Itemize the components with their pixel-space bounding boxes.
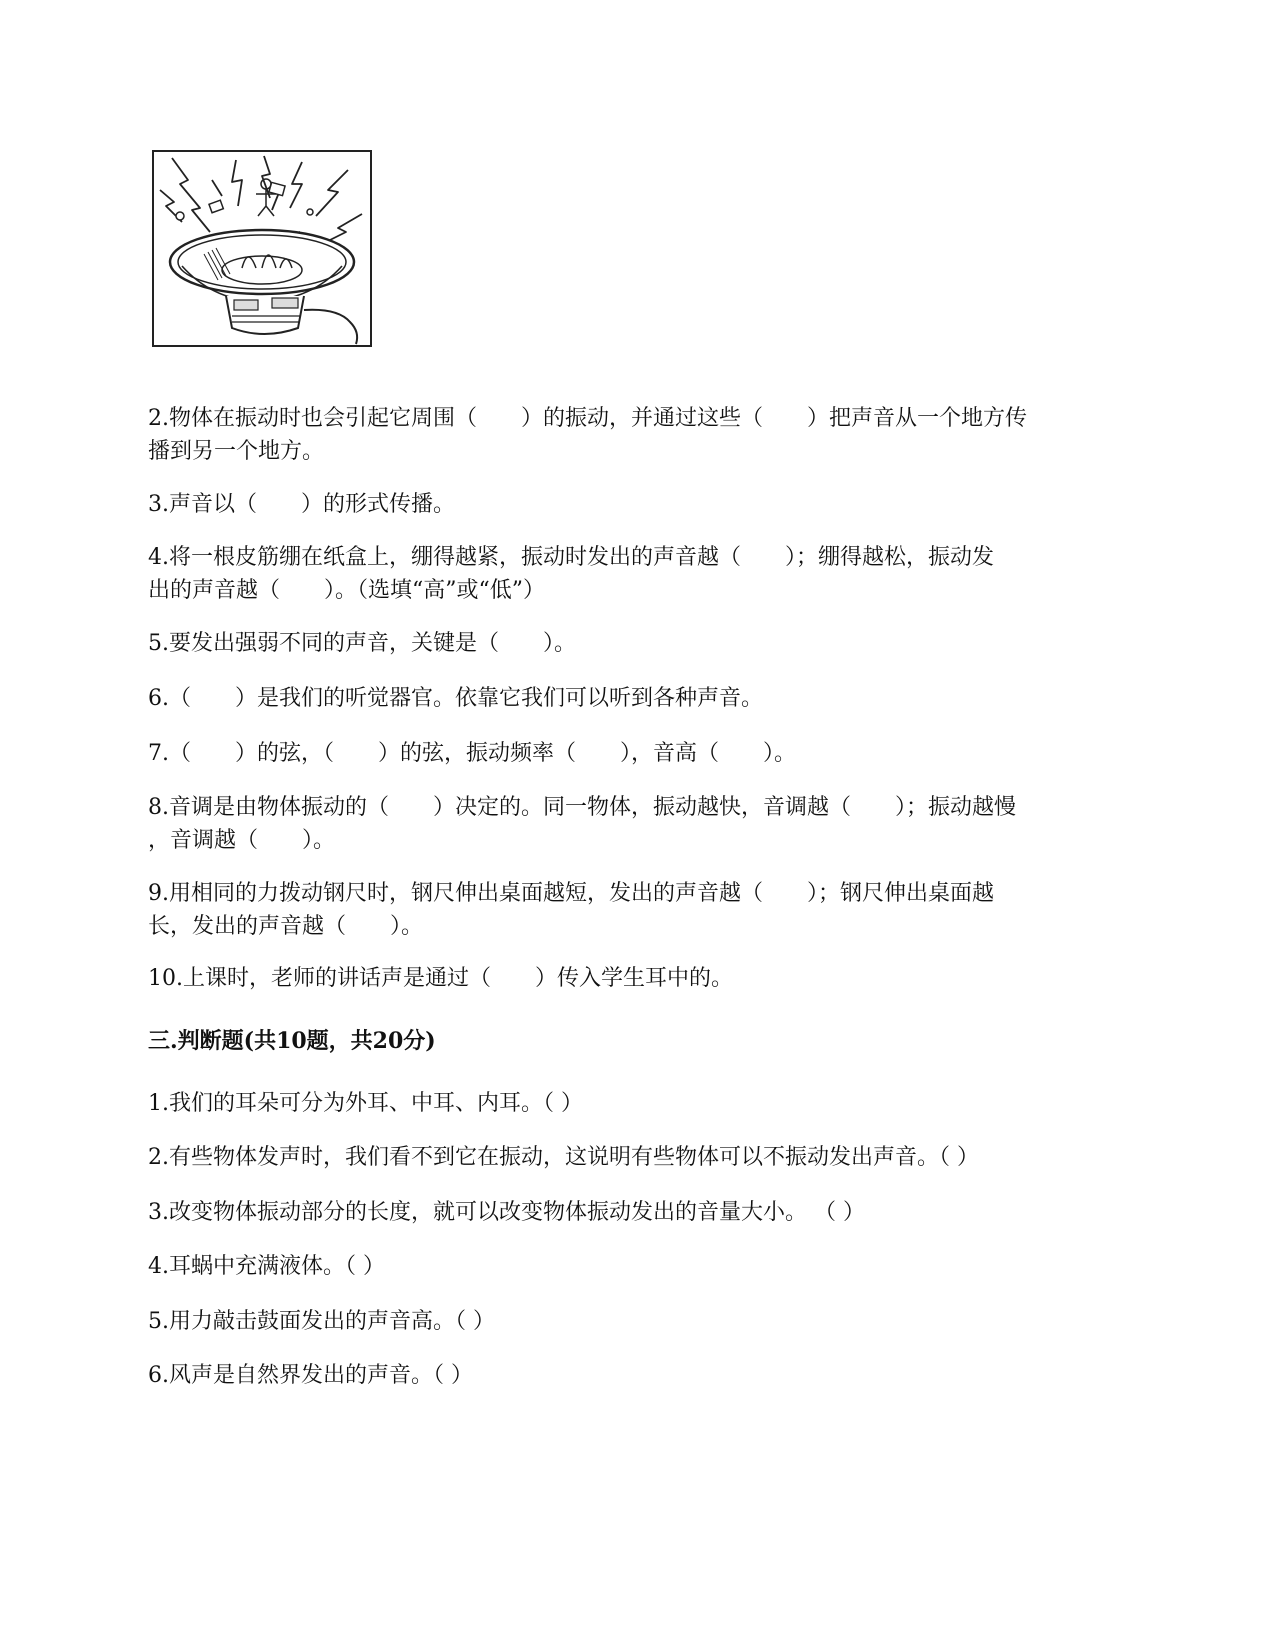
question-line: ，音调越（ ）。 bbox=[148, 828, 336, 853]
question-line: 9.用相同的力拨动钢尺时，钢尺伸出桌面越短，发出的声音越（ ）；钢尺伸出桌面越 bbox=[148, 881, 994, 906]
question-line: 6.（ ）是我们的听觉器官。依靠它我们可以听到各种声音。 bbox=[148, 686, 763, 711]
question-line: 2.物体在振动时也会引起它周围（ ）的振动，并通过这些（ ）把声音从一个地方传 bbox=[148, 406, 1027, 431]
tf-question-1: 1.我们的耳朵可分为外耳、中耳、内耳。（ ） bbox=[148, 1091, 583, 1116]
question-line: 7.（ ）的弦，（ ）的弦，振动频率（ ），音高（ ）。 bbox=[148, 741, 796, 766]
question-line: 8.音调是由物体振动的（ ）决定的。同一物体，振动越快，音调越（ ）；振动越慢 bbox=[148, 795, 1016, 820]
section-heading: 三.判断题(共10题，共20分) bbox=[148, 1028, 436, 1054]
question-9 bbox=[148, 877, 1128, 943]
question-6 bbox=[148, 682, 1128, 715]
tf-question-3: 3.改变物体振动部分的长度，就可以改变物体振动发出的音量大小。 （ ） bbox=[148, 1200, 865, 1225]
speaker-vibration-illustration bbox=[152, 150, 372, 347]
question-8 bbox=[148, 791, 1128, 857]
question-2 bbox=[148, 402, 1128, 468]
tf-question-6: 6.风声是自然界发出的声音。（ ） bbox=[148, 1363, 473, 1388]
question-line: 10.上课时，老师的讲话声是通过（ ）传入学生耳中的。 bbox=[148, 966, 733, 991]
question-10 bbox=[148, 962, 1128, 995]
question-5 bbox=[148, 627, 1128, 660]
question-7 bbox=[148, 737, 1128, 770]
tf-question-4: 4.耳蜗中充满液体。（ ） bbox=[148, 1254, 385, 1279]
question-line: 出的声音越（ ）。（选填“高”或“低”） bbox=[148, 578, 545, 603]
question-line: 3.声音以（ ）的形式传播。 bbox=[148, 492, 455, 517]
tf-question-2: 2.有些物体发声时，我们看不到它在振动，这说明有些物体可以不振动发出声音。（ ） bbox=[148, 1145, 979, 1170]
question-line: 播到另一个地方。 bbox=[148, 439, 325, 464]
question-3 bbox=[148, 488, 1128, 521]
question-line: 5.要发出强弱不同的声音，关键是（ ）。 bbox=[148, 631, 576, 656]
tf-question-5: 5.用力敲击鼓面发出的声音高。（ ） bbox=[148, 1309, 495, 1334]
question-4 bbox=[148, 541, 1128, 607]
question-line: 长，发出的声音越（ ）。 bbox=[148, 914, 424, 939]
question-line: 4.将一根皮筋绷在纸盒上，绷得越紧，振动时发出的声音越（ ）；绷得越松，振动发 bbox=[148, 545, 994, 570]
